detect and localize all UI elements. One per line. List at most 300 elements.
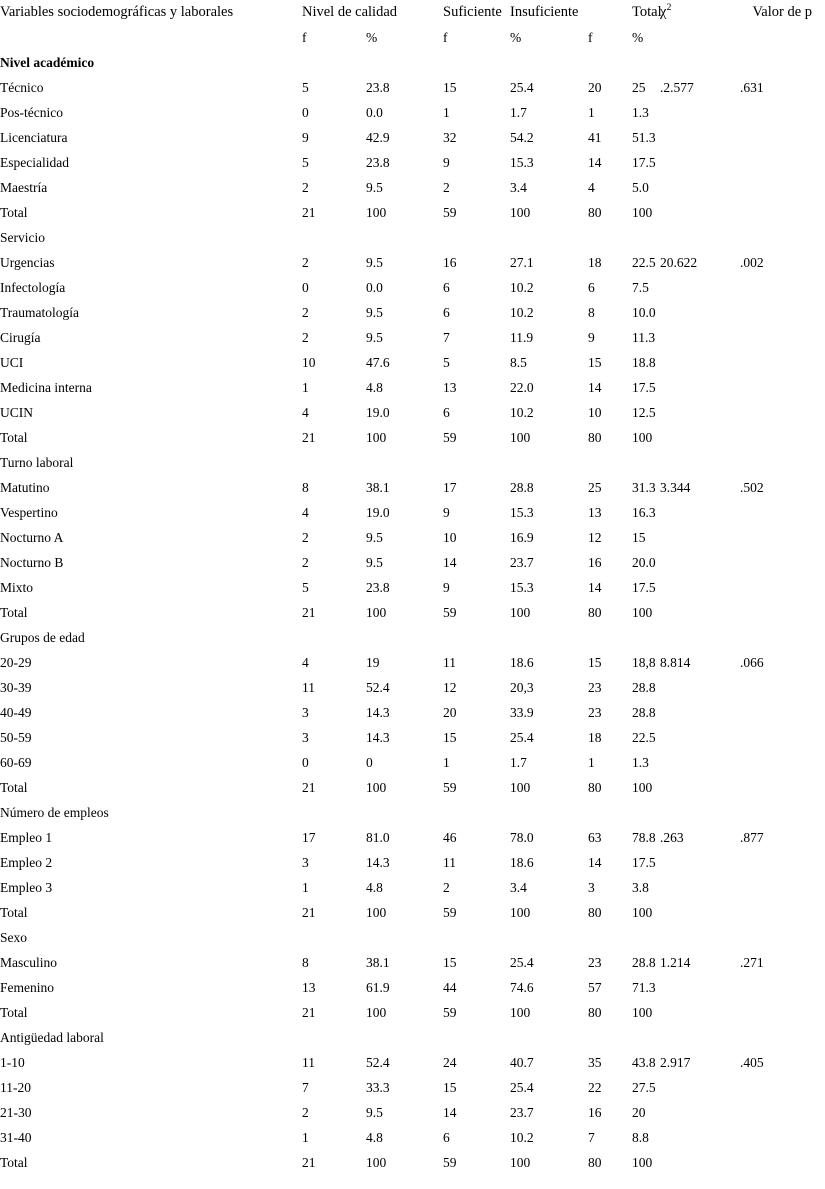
row-label: Técnico <box>0 80 44 95</box>
cell-pct-suficiente: 47.6 <box>366 355 390 370</box>
cell-f-suficiente: 2 <box>302 555 309 570</box>
cell-pct-total: 1.3 <box>632 755 649 770</box>
section-header-blank-cell <box>366 225 443 250</box>
row-label: Nocturno B <box>0 555 64 570</box>
section-header-blank-cell <box>510 1025 588 1050</box>
row-label: Total <box>0 605 28 620</box>
section-header-blank-cell <box>443 450 510 475</box>
row-label: Empleo 3 <box>0 880 53 895</box>
cell-f-insuficiente: 1 <box>443 755 450 770</box>
cell-pct-insuficiente: 33.9 <box>510 705 534 720</box>
cell-pct-insuficiente: 28.8 <box>510 480 534 495</box>
cell-pct-insuficiente: 18.6 <box>510 855 534 870</box>
cell-f-total: 80 <box>588 780 602 795</box>
cell-pct-suficiente: 38.1 <box>366 480 390 495</box>
cell-pct-suficiente: 19.0 <box>366 405 390 420</box>
cell-pct-insuficiente: 20,3 <box>510 680 534 695</box>
cell-p-value: .066 <box>740 655 764 670</box>
table-row <box>0 200 825 225</box>
cell-pct-insuficiente: 10.2 <box>510 405 534 420</box>
cell-pct-total: 22.5 <box>632 255 656 270</box>
cell-f-total: 1 <box>588 755 595 770</box>
table-row <box>0 900 825 925</box>
cell-p-value <box>740 300 825 325</box>
subheader-pct-total: % <box>632 30 644 45</box>
section-header-blank-cell <box>660 225 740 250</box>
cell-pct-suficiente: 14.3 <box>366 730 390 745</box>
row-label: Masculino <box>0 955 57 970</box>
column-header-nivel-calidad: Nivel de calidad <box>302 4 398 20</box>
cell-f-total: 80 <box>588 430 602 445</box>
cell-f-suficiente: 3 <box>302 855 309 870</box>
section-header-row <box>0 225 825 250</box>
cell-p-value <box>740 500 825 525</box>
cell-chi-square <box>660 725 740 750</box>
cell-p-value <box>740 400 825 425</box>
table-row <box>0 125 825 150</box>
cell-f-insuficiente: 15 <box>443 80 457 95</box>
cell-chi-square <box>660 1100 740 1125</box>
table-row <box>0 750 825 775</box>
table-row <box>0 775 825 800</box>
cell-pct-insuficiente: 1.7 <box>510 105 527 120</box>
cell-pct-total: 17.5 <box>632 155 656 170</box>
cell-chi-square <box>660 150 740 175</box>
section-header-blank-cell <box>366 800 443 825</box>
cell-pct-suficiente: 9.5 <box>366 1105 383 1120</box>
cell-pct-insuficiente: 15.3 <box>510 580 534 595</box>
cell-p-value <box>740 125 825 150</box>
cell-pct-suficiente: 19.0 <box>366 505 390 520</box>
cell-f-insuficiente: 10 <box>443 530 457 545</box>
table-row <box>0 100 825 125</box>
table-row <box>0 325 825 350</box>
cell-pct-total: 28.8 <box>632 705 656 720</box>
cell-f-total: 4 <box>588 180 595 195</box>
table-row <box>0 500 825 525</box>
cell-p-value <box>740 350 825 375</box>
cell-pct-insuficiente: 78.0 <box>510 830 534 845</box>
cell-pct-total: 8.8 <box>632 1130 649 1145</box>
section-header-blank-cell <box>632 50 660 75</box>
section-header-blank-cell <box>632 450 660 475</box>
cell-pct-total: 5.0 <box>632 180 649 195</box>
cell-f-insuficiente: 32 <box>443 130 457 145</box>
section-header-blank-cell <box>660 450 740 475</box>
table-row <box>0 550 825 575</box>
cell-chi-square <box>660 200 740 225</box>
cell-f-suficiente: 21 <box>302 1155 316 1170</box>
cell-f-suficiente: 21 <box>302 1005 316 1020</box>
cell-pct-suficiente: 14.3 <box>366 855 390 870</box>
cell-f-insuficiente: 59 <box>443 430 457 445</box>
cell-f-insuficiente: 9 <box>443 155 450 170</box>
cell-f-total: 63 <box>588 830 602 845</box>
cell-f-suficiente: 3 <box>302 705 309 720</box>
cell-f-total: 35 <box>588 1055 602 1070</box>
cell-pct-suficiente: 19 <box>366 655 380 670</box>
row-label: Traumatología <box>0 305 79 320</box>
cell-chi-square <box>660 875 740 900</box>
table-row <box>0 850 825 875</box>
cell-pct-total: 3.8 <box>632 880 649 895</box>
cell-chi-square <box>660 525 740 550</box>
cell-pct-insuficiente: 54.2 <box>510 130 534 145</box>
cell-chi-square: 3.344 <box>660 480 691 495</box>
section-header-blank-cell <box>588 925 632 950</box>
cell-f-suficiente: 21 <box>302 905 316 920</box>
section-header-blank-cell <box>632 800 660 825</box>
cell-pct-suficiente: 52.4 <box>366 680 390 695</box>
cell-pct-suficiente: 0 <box>366 755 373 770</box>
cell-pct-total: 28.8 <box>632 955 656 970</box>
table-row <box>0 600 825 625</box>
cell-p-value <box>740 675 825 700</box>
cell-f-suficiente: 8 <box>302 955 309 970</box>
row-label: 31-40 <box>0 1130 32 1145</box>
cell-chi-square <box>660 700 740 725</box>
row-label: Urgencias <box>0 255 55 270</box>
cell-p-value <box>740 1150 825 1175</box>
cell-f-total: 23 <box>588 705 602 720</box>
cell-pct-total: 28.8 <box>632 680 656 695</box>
section-header-blank-cell <box>302 1025 366 1050</box>
cell-pct-total: 17.5 <box>632 380 656 395</box>
table-body <box>0 50 825 1175</box>
cell-f-suficiente: 2 <box>302 330 309 345</box>
row-label: Femenino <box>0 980 54 995</box>
cell-f-total: 41 <box>588 130 602 145</box>
cell-p-value <box>740 375 825 400</box>
cell-pct-insuficiente: 25.4 <box>510 730 534 745</box>
cell-chi-square <box>660 750 740 775</box>
cell-f-insuficiente: 15 <box>443 730 457 745</box>
cell-f-insuficiente: 46 <box>443 830 457 845</box>
section-header-blank-cell <box>740 1025 825 1050</box>
cell-f-insuficiente: 13 <box>443 380 457 395</box>
cell-p-value <box>740 725 825 750</box>
row-label: Empleo 2 <box>0 855 53 870</box>
chi-exponent: 2 <box>666 2 672 14</box>
cell-pct-insuficiente: 100 <box>510 1155 531 1170</box>
column-header-variables: Variables sociodemográficas y laborales <box>0 4 234 20</box>
table-row <box>0 675 825 700</box>
cell-pct-insuficiente: 23.7 <box>510 555 534 570</box>
section-header-row <box>0 50 825 75</box>
cell-pct-suficiente: 4.8 <box>366 380 383 395</box>
cell-f-suficiente: 0 <box>302 280 309 295</box>
section-header-blank-cell <box>302 925 366 950</box>
table-row <box>0 250 825 275</box>
section-header-blank-cell <box>740 450 825 475</box>
cell-chi-square <box>660 175 740 200</box>
chi-symbol: χ <box>660 4 667 20</box>
cell-pct-total: 78.8 <box>632 830 656 845</box>
cell-pct-suficiente: 100 <box>366 780 387 795</box>
cell-pct-suficiente: 4.8 <box>366 1130 383 1145</box>
cell-p-value <box>740 900 825 925</box>
cell-p-value <box>740 875 825 900</box>
row-label: Total <box>0 1005 28 1020</box>
cell-f-insuficiente: 6 <box>443 280 450 295</box>
cell-chi-square <box>660 400 740 425</box>
cell-p-value: .502 <box>740 480 764 495</box>
cell-p-value: .631 <box>740 80 764 95</box>
subheader-f-suficiente: f <box>302 30 307 45</box>
cell-pct-insuficiente: 100 <box>510 605 531 620</box>
table-row <box>0 575 825 600</box>
cell-chi-square <box>660 1150 740 1175</box>
section-title: Turno laboral <box>0 455 74 470</box>
cell-pct-suficiente: 100 <box>366 1005 387 1020</box>
cell-f-total: 16 <box>588 555 602 570</box>
cell-f-suficiente: 7 <box>302 1080 309 1095</box>
cell-f-insuficiente: 15 <box>443 1080 457 1095</box>
row-label: 50-59 <box>0 730 32 745</box>
cell-pct-insuficiente: 27.1 <box>510 255 534 270</box>
table-row <box>0 975 825 1000</box>
cell-pct-insuficiente: 10.2 <box>510 280 534 295</box>
cell-pct-total: 27.5 <box>632 1080 656 1095</box>
section-header-row <box>0 925 825 950</box>
cell-f-suficiente: 2 <box>302 1105 309 1120</box>
section-header-blank-cell <box>366 50 443 75</box>
cell-p-value <box>740 525 825 550</box>
cell-pct-total: 100 <box>632 1155 653 1170</box>
subheader-spacer <box>0 25 302 50</box>
cell-pct-total: 10.0 <box>632 305 656 320</box>
cell-chi-square <box>660 1075 740 1100</box>
row-label: 11-20 <box>0 1080 31 1095</box>
table-subheader-row <box>0 25 825 50</box>
section-header-blank-cell <box>510 225 588 250</box>
table-row <box>0 150 825 175</box>
section-header-blank-cell <box>632 225 660 250</box>
section-header-blank-cell <box>443 225 510 250</box>
table-row <box>0 350 825 375</box>
cell-pct-suficiente: 23.8 <box>366 155 390 170</box>
cell-pct-suficiente: 33.3 <box>366 1080 390 1095</box>
row-label: 40-49 <box>0 705 32 720</box>
cell-p-value <box>740 325 825 350</box>
column-header-chi-square <box>660 0 740 25</box>
column-header-p-value: Valor de p <box>752 4 813 20</box>
cell-pct-suficiente: 9.5 <box>366 305 383 320</box>
row-label: Maestría <box>0 180 48 195</box>
section-header-blank-cell <box>740 800 825 825</box>
cell-f-total: 12 <box>588 530 602 545</box>
cell-chi-square <box>660 500 740 525</box>
cell-p-value <box>740 425 825 450</box>
cell-pct-suficiente: 52.4 <box>366 1055 390 1070</box>
cell-pct-suficiente: 38.1 <box>366 955 390 970</box>
cell-pct-total: 17.5 <box>632 855 656 870</box>
row-label: Pos-técnico <box>0 105 63 120</box>
cell-chi-square: .263 <box>660 830 684 845</box>
table-row <box>0 1125 825 1150</box>
cell-pct-suficiente: 0.0 <box>366 280 383 295</box>
cell-f-total: 7 <box>588 1130 595 1145</box>
subheader-f-total: f <box>588 30 593 45</box>
table-row <box>0 1150 825 1175</box>
cell-f-insuficiente: 5 <box>443 355 450 370</box>
cell-f-insuficiente: 59 <box>443 905 457 920</box>
cell-chi-square <box>660 300 740 325</box>
table-row <box>0 525 825 550</box>
cell-f-total: 20 <box>588 80 602 95</box>
cell-pct-total: 71.3 <box>632 980 656 995</box>
cell-f-suficiente: 4 <box>302 505 309 520</box>
cell-f-total: 14 <box>588 155 602 170</box>
cell-pct-insuficiente: 16.9 <box>510 530 534 545</box>
cell-p-value <box>740 1075 825 1100</box>
cell-f-total: 80 <box>588 205 602 220</box>
cell-chi-square <box>660 975 740 1000</box>
section-header-blank-cell <box>302 625 366 650</box>
cell-chi-square <box>660 350 740 375</box>
cell-f-total: 8 <box>588 305 595 320</box>
cell-pct-insuficiente: 10.2 <box>510 1130 534 1145</box>
cell-pct-total: 20 <box>632 1105 646 1120</box>
cell-f-insuficiente: 6 <box>443 405 450 420</box>
cell-pct-total: 12.5 <box>632 405 656 420</box>
subheader-chi-spacer <box>660 25 740 50</box>
cell-p-value <box>740 550 825 575</box>
cell-f-total: 15 <box>588 655 602 670</box>
row-label: 20-29 <box>0 655 32 670</box>
table-header-row <box>0 0 825 25</box>
section-header-blank-cell <box>443 625 510 650</box>
subheader-f-insuficiente: f <box>443 30 448 45</box>
cell-f-total: 80 <box>588 1155 602 1170</box>
cell-pct-total: 25 <box>632 80 646 95</box>
cell-p-value <box>740 600 825 625</box>
cell-chi-square <box>660 900 740 925</box>
cell-pct-total: 31.3 <box>632 480 656 495</box>
cell-f-total: 14 <box>588 580 602 595</box>
cell-f-insuficiente: 2 <box>443 180 450 195</box>
cell-pct-insuficiente: 100 <box>510 1005 531 1020</box>
cell-chi-square: 2.917 <box>660 1055 691 1070</box>
row-label: Total <box>0 1155 28 1170</box>
cell-p-value: .002 <box>740 255 764 270</box>
cell-pct-suficiente: 9.5 <box>366 555 383 570</box>
cell-f-insuficiente: 59 <box>443 605 457 620</box>
column-header-total: Total <box>632 4 662 20</box>
cell-pct-suficiente: 23.8 <box>366 580 390 595</box>
cell-f-total: 80 <box>588 1005 602 1020</box>
cell-pct-total: 51.3 <box>632 130 656 145</box>
cell-chi-square: .2.577 <box>660 80 694 95</box>
cell-pct-total: 20.0 <box>632 555 656 570</box>
section-header-blank-cell <box>588 625 632 650</box>
subheader-pct-suficiente: % <box>366 30 378 45</box>
cell-f-suficiente: 0 <box>302 105 309 120</box>
table-row <box>0 700 825 725</box>
section-header-blank-cell <box>660 800 740 825</box>
cell-pct-insuficiente: 100 <box>510 905 531 920</box>
cell-pct-suficiente: 4.8 <box>366 880 383 895</box>
section-header-blank-cell <box>510 925 588 950</box>
cell-f-suficiente: 5 <box>302 80 309 95</box>
subheader-pct-insuficiente: % <box>510 30 522 45</box>
cell-f-suficiente: 21 <box>302 205 316 220</box>
cell-f-insuficiente: 12 <box>443 680 457 695</box>
column-header-suficiente: Suficiente <box>443 4 502 20</box>
cell-p-value: .877 <box>740 830 764 845</box>
cell-chi-square <box>660 125 740 150</box>
row-label: Total <box>0 430 28 445</box>
cell-f-total: 13 <box>588 505 602 520</box>
section-header-blank-cell <box>740 225 825 250</box>
cell-chi-square <box>660 375 740 400</box>
cell-f-total: 1 <box>588 105 595 120</box>
cell-pct-suficiente: 100 <box>366 905 387 920</box>
cell-pct-suficiente: 100 <box>366 605 387 620</box>
cell-pct-insuficiente: 10.2 <box>510 305 534 320</box>
cell-f-insuficiente: 11 <box>443 655 457 670</box>
cell-pct-total: 1.3 <box>632 105 649 120</box>
section-header-blank-cell <box>302 800 366 825</box>
cell-f-insuficiente: 44 <box>443 980 457 995</box>
row-label: Cirugía <box>0 330 41 345</box>
cell-chi-square <box>660 425 740 450</box>
table-row <box>0 75 825 100</box>
cell-pct-suficiente: 9.5 <box>366 180 383 195</box>
cell-pct-insuficiente: 1.7 <box>510 755 527 770</box>
section-header-blank-cell <box>510 450 588 475</box>
cell-f-suficiente: 5 <box>302 580 309 595</box>
cell-chi-square <box>660 1125 740 1150</box>
cell-pct-suficiente: 0.0 <box>366 105 383 120</box>
cell-chi-square: 8.814 <box>660 655 691 670</box>
cell-pct-total: 15 <box>632 530 646 545</box>
section-header-blank-cell <box>510 625 588 650</box>
row-label: 21-30 <box>0 1105 32 1120</box>
cell-f-suficiente: 21 <box>302 430 316 445</box>
cell-f-insuficiente: 9 <box>443 580 450 595</box>
cell-p-value <box>740 1125 825 1150</box>
section-header-blank-cell <box>740 625 825 650</box>
cell-pct-insuficiente: 23.7 <box>510 1105 534 1120</box>
cell-f-insuficiente: 59 <box>443 1155 457 1170</box>
cell-pct-total: 100 <box>632 905 653 920</box>
section-header-blank-cell <box>660 625 740 650</box>
cell-pct-total: 7.5 <box>632 280 649 295</box>
cell-f-insuficiente: 11 <box>443 855 457 870</box>
section-header-blank-cell <box>588 1025 632 1050</box>
table-row <box>0 875 825 900</box>
cell-p-value <box>740 975 825 1000</box>
section-header-blank-cell <box>660 1025 740 1050</box>
cell-f-suficiente: 9 <box>302 130 309 145</box>
cell-f-suficiente: 17 <box>302 830 316 845</box>
cell-pct-suficiente: 14.3 <box>366 705 390 720</box>
table-row <box>0 475 825 500</box>
cell-pct-insuficiente: 3.4 <box>510 180 527 195</box>
cell-f-insuficiente: 17 <box>443 480 457 495</box>
cell-chi-square <box>660 550 740 575</box>
cell-chi-square <box>660 775 740 800</box>
row-label: Nocturno A <box>0 530 64 545</box>
cell-pct-total: 100 <box>632 205 653 220</box>
table-row <box>0 650 825 675</box>
cell-pct-suficiente: 23.8 <box>366 80 390 95</box>
cell-f-total: 3 <box>588 880 595 895</box>
cell-f-suficiente: 3 <box>302 730 309 745</box>
cell-f-total: 15 <box>588 355 602 370</box>
cell-pct-insuficiente: 100 <box>510 780 531 795</box>
